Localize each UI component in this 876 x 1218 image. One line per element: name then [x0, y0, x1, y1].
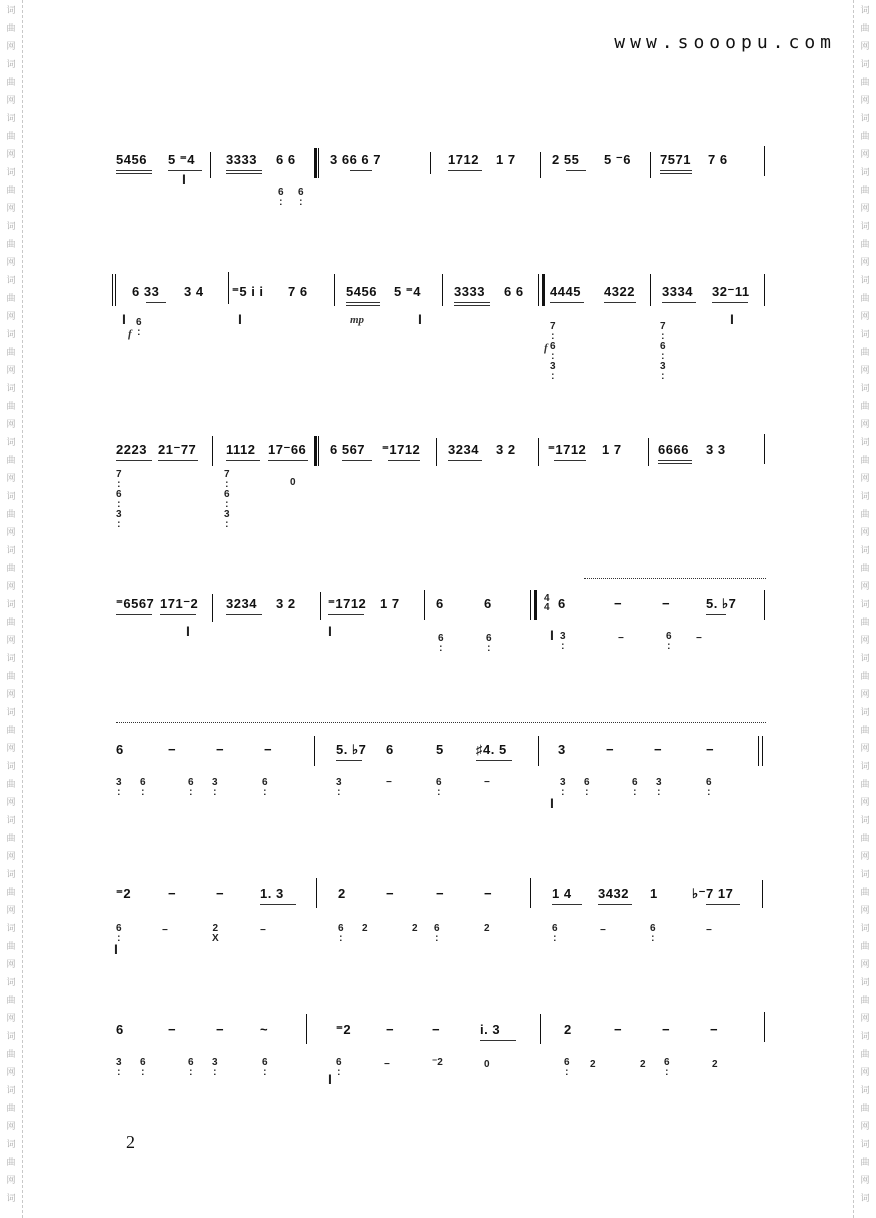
watermark-char: 曲 — [6, 564, 16, 574]
watermark-char: 曲 — [860, 186, 870, 196]
note-group: 1 7 — [380, 596, 400, 611]
note-group: 3334 — [662, 284, 693, 299]
bass-mark: I — [328, 1071, 332, 1087]
system-row-1 — [110, 152, 770, 222]
watermark-char: 曲 — [6, 348, 16, 358]
watermark-char: 网 — [860, 474, 870, 484]
note-group: − — [264, 742, 273, 757]
watermark-char: 网 — [860, 1068, 870, 1078]
note-group: − — [484, 886, 493, 901]
watermark-char: 词 — [6, 330, 16, 340]
watermark-char: 词 — [860, 114, 870, 124]
watermark-char: 曲 — [6, 942, 16, 952]
watermark-char: 词 — [860, 276, 870, 286]
note-group: 2 55 — [552, 152, 580, 167]
bass-note: 6 : — [136, 317, 142, 338]
note-group: 6 6 — [276, 152, 296, 167]
watermark-char: 词 — [860, 6, 870, 16]
watermark-char: 网 — [860, 96, 870, 106]
bass-note: 6 : — [278, 187, 284, 208]
watermark-char: 曲 — [6, 996, 16, 1006]
note-group: 5456 — [346, 284, 377, 299]
watermark-char: 曲 — [6, 1104, 16, 1114]
watermark-char: 曲 — [6, 294, 16, 304]
watermark-char: 曲 — [6, 1050, 16, 1060]
note-group: − — [168, 742, 177, 757]
watermark-char: 词 — [6, 762, 16, 772]
watermark-char: 词 — [6, 60, 16, 70]
watermark-char: 网 — [6, 528, 16, 538]
watermark-char: 曲 — [6, 780, 16, 790]
watermark-char: 词 — [6, 114, 16, 124]
watermark-char: 网 — [6, 42, 16, 52]
dynamic-mark: mp — [350, 314, 365, 326]
watermark-char: 网 — [6, 258, 16, 268]
bass-note: 3 : — [212, 1057, 218, 1078]
site-watermark: www.sooopu.com — [614, 32, 836, 53]
watermark-char: 网 — [6, 204, 16, 214]
note-group: 3 66 6 7 — [330, 152, 381, 167]
watermark-char: 网 — [6, 582, 16, 592]
bass-note: − — [618, 633, 624, 644]
note-group: 3234 — [448, 442, 479, 457]
note-group: 7 6 — [708, 152, 728, 167]
watermark-char: 曲 — [860, 942, 870, 952]
note-group: 3 2 — [276, 596, 296, 611]
bass-note: 7 : 6 : 3 : — [224, 469, 230, 530]
note-group: 6 — [386, 742, 394, 757]
watermark-char: 词 — [860, 654, 870, 664]
watermark-char: 曲 — [6, 240, 16, 250]
note-group: − — [386, 1022, 395, 1037]
watermark-char: 网 — [6, 798, 16, 808]
watermark-char: 网 — [860, 204, 870, 214]
note-group: 4445 — [550, 284, 581, 299]
watermark-char: 曲 — [6, 456, 16, 466]
watermark-char: 词 — [860, 1140, 870, 1150]
bass-note: − — [600, 925, 606, 936]
watermark-char: 网 — [860, 1014, 870, 1024]
note-group: 7 6 — [288, 284, 308, 299]
bass-mark: I — [186, 623, 190, 639]
watermark-char: 曲 — [860, 888, 870, 898]
note-group: 171⁻2 — [160, 596, 199, 611]
watermark-char: 曲 — [6, 402, 16, 412]
bass-note: 2 — [590, 1059, 596, 1070]
watermark-char: 词 — [6, 600, 16, 610]
page-number: 2 — [126, 1132, 135, 1152]
bass-note: 2 — [640, 1059, 646, 1070]
watermark-char: 网 — [6, 1014, 16, 1024]
note-group: 32⁻11 — [712, 284, 750, 299]
note-group: 5 — [436, 742, 444, 757]
note-group: − — [216, 1022, 225, 1037]
bass-note: − — [386, 777, 392, 788]
bass-mark: I — [550, 627, 554, 643]
watermark-char: 网 — [6, 366, 16, 376]
note-group: − — [614, 1022, 623, 1037]
bass-note: ⁻2 — [432, 1057, 443, 1068]
watermark-char: 词 — [6, 276, 16, 286]
bass-note: 2 — [712, 1059, 718, 1070]
note-group: 1 7 — [496, 152, 516, 167]
note-group: − — [710, 1022, 719, 1037]
note-group: 1112 — [226, 442, 256, 457]
watermark-char: 词 — [6, 546, 16, 556]
note-group: 5456 — [116, 152, 147, 167]
bass-note: − — [706, 925, 712, 936]
watermark-char: 曲 — [860, 294, 870, 304]
note-group: − — [386, 886, 395, 901]
bass-note: 0 — [484, 1059, 490, 1070]
watermark-char: 网 — [6, 1068, 16, 1078]
watermark-char: 曲 — [6, 726, 16, 736]
watermark-char: 曲 — [6, 186, 16, 196]
bass-note: 3 : — [336, 777, 342, 798]
watermark-char: 曲 — [860, 456, 870, 466]
watermark-char: 词 — [860, 1032, 870, 1042]
bass-note: 6 : — [486, 633, 492, 654]
note-group: ⁼2 — [336, 1022, 352, 1037]
watermark-char: 词 — [860, 222, 870, 232]
note-group: 2 — [338, 886, 346, 901]
bass-note: 6 : — [140, 1057, 146, 1078]
watermark-char: 词 — [6, 978, 16, 988]
bass-note: − — [384, 1059, 390, 1070]
watermark-char: 网 — [6, 474, 16, 484]
note-group: 1. 3 — [260, 886, 284, 901]
bass-note: 6 : — [666, 631, 672, 652]
watermark-char: 词 — [6, 1086, 16, 1096]
bass-note: 7 : 6 : 3 : — [550, 321, 556, 382]
bass-note: 3 : — [116, 1057, 122, 1078]
watermark-char: 曲 — [860, 726, 870, 736]
system-row-4 — [110, 593, 770, 676]
note-group: 3 2 — [496, 442, 516, 457]
watermark-char: 词 — [6, 654, 16, 664]
watermark-char: 词 — [6, 1194, 16, 1204]
bass-note: − — [484, 777, 490, 788]
watermark-char: 词 — [860, 168, 870, 178]
watermark-char: 词 — [6, 708, 16, 718]
bass-mark: I — [122, 311, 126, 327]
watermark-char: 曲 — [6, 510, 16, 520]
watermark-char: 词 — [860, 384, 870, 394]
bass-note: 6 : — [650, 923, 656, 944]
watermark-char: 曲 — [6, 672, 16, 682]
watermark-char: 曲 — [6, 888, 16, 898]
note-group: 5 ⁻6 — [604, 152, 631, 167]
watermark-char: 词 — [860, 870, 870, 880]
watermark-char: 网 — [6, 1176, 16, 1186]
watermark-char: 词 — [6, 1140, 16, 1150]
note-group: 6666 — [658, 442, 689, 457]
watermark-char: 网 — [860, 150, 870, 160]
note-group: 4322 — [604, 284, 635, 299]
bass-note: 3 : — [656, 777, 662, 798]
bass-note: 6 : — [262, 777, 268, 798]
note-group: − — [614, 596, 623, 611]
watermark-char: 词 — [860, 438, 870, 448]
note-group: 3 4 — [184, 284, 204, 299]
note-group: ~ — [260, 1022, 269, 1037]
watermark-char: 曲 — [6, 834, 16, 844]
note-group: 3234 — [226, 596, 257, 611]
bass-note: 3 : — [212, 777, 218, 798]
watermark-char: 网 — [860, 366, 870, 376]
system-row-3 — [110, 442, 770, 542]
watermark-char: 网 — [6, 960, 16, 970]
watermark-char: 词 — [860, 816, 870, 826]
watermark-char: 曲 — [6, 132, 16, 142]
note-group: 6 — [116, 742, 124, 757]
note-group: 17⁻66 — [268, 442, 307, 457]
note-group: − — [654, 742, 663, 757]
watermark-char: 词 — [860, 492, 870, 502]
watermark-char: 词 — [860, 330, 870, 340]
note-group: ⁼1712 — [382, 442, 421, 457]
note-group: 6 — [558, 596, 566, 611]
note-group: 1 — [650, 886, 658, 901]
dynamic-mark: f — [128, 328, 132, 340]
watermark-char: 词 — [6, 924, 16, 934]
bass-note: 6 : — [338, 923, 344, 944]
watermark-char: 曲 — [860, 1158, 870, 1168]
watermark-char: 网 — [860, 1176, 870, 1186]
bass-note: 2 — [484, 923, 490, 934]
note-group: 5 ⁼4 — [168, 152, 195, 167]
system-row-5 — [110, 742, 770, 812]
watermark-char: 词 — [860, 546, 870, 556]
note-group: − — [606, 742, 615, 757]
watermark-char: 曲 — [6, 1158, 16, 1168]
note-group: ⁼1712 — [548, 442, 587, 457]
note-group: − — [168, 886, 177, 901]
note-group: 6 33 — [132, 284, 160, 299]
watermark-char: 词 — [6, 816, 16, 826]
watermark-char: 词 — [860, 1086, 870, 1096]
dynamic-mark: f — [544, 342, 548, 354]
watermark-char: 词 — [6, 870, 16, 880]
note-group: 6 567 — [330, 442, 366, 457]
watermark-char: 曲 — [860, 780, 870, 790]
note-group: 6 — [116, 1022, 124, 1037]
watermark-char: 网 — [860, 582, 870, 592]
watermark-char: 网 — [860, 690, 870, 700]
note-group: ♯4. 5 — [476, 742, 507, 757]
bass-note: 6 : — [664, 1057, 670, 1078]
bass-note: 6 : — [438, 633, 444, 654]
watermark-char: 曲 — [860, 672, 870, 682]
note-group: 5. ♭7 — [706, 596, 737, 611]
bass-mark: I — [238, 311, 242, 327]
watermark-char: 网 — [860, 528, 870, 538]
system-row-7 — [110, 1022, 770, 1102]
bass-note: 6 : — [298, 187, 304, 208]
note-group: ⁼5 i i — [232, 284, 264, 299]
watermark-char: 词 — [6, 168, 16, 178]
watermark-char: 网 — [860, 258, 870, 268]
watermark-char: 词 — [860, 708, 870, 718]
watermark-char: 曲 — [860, 618, 870, 628]
system-row-2 — [110, 284, 770, 384]
watermark-char: 曲 — [860, 564, 870, 574]
bass-note: 6 : — [116, 923, 122, 944]
watermark-char: 曲 — [860, 78, 870, 88]
watermark-char: 网 — [860, 636, 870, 646]
watermark-char: 网 — [6, 150, 16, 160]
note-group: 2 — [564, 1022, 572, 1037]
time-signature: 4 4 — [544, 593, 550, 613]
watermark-char: 词 — [6, 1032, 16, 1042]
watermark-char: 词 — [6, 384, 16, 394]
watermark-char: 网 — [6, 96, 16, 106]
watermark-char: 网 — [860, 1122, 870, 1132]
bass-note: − — [162, 925, 168, 936]
note-group: 1 4 — [552, 886, 572, 901]
bass-note: 6 : — [706, 777, 712, 798]
note-group: i. 3 — [480, 1022, 501, 1037]
bass-note: 6 : — [188, 777, 194, 798]
watermark-char: 曲 — [860, 1104, 870, 1114]
bass-note: 6 : — [434, 923, 440, 944]
watermark-char: 曲 — [860, 348, 870, 358]
watermark-char: 曲 — [860, 1050, 870, 1060]
bass-mark: I — [114, 941, 118, 957]
bass-note: 0 — [290, 477, 296, 488]
watermark-char: 网 — [860, 312, 870, 322]
watermark-char: 曲 — [860, 834, 870, 844]
bass-note: 6 : — [188, 1057, 194, 1078]
note-group: − — [432, 1022, 441, 1037]
note-group: 2223 — [116, 442, 147, 457]
note-group: − — [662, 596, 671, 611]
note-group: − — [706, 742, 715, 757]
watermark-char: 曲 — [860, 996, 870, 1006]
watermark-char: 词 — [860, 1194, 870, 1204]
note-group: 3 3 — [706, 442, 726, 457]
note-group: 21⁻77 — [158, 442, 197, 457]
watermark-char: 曲 — [6, 78, 16, 88]
system-row-6 — [110, 886, 770, 966]
note-group: 5. ♭7 — [336, 742, 367, 757]
bass-note: 7 : 6 : 3 : — [660, 321, 666, 382]
note-group: − — [168, 1022, 177, 1037]
note-group: − — [216, 742, 225, 757]
note-group: 1 7 — [602, 442, 622, 457]
watermark-char: 网 — [6, 636, 16, 646]
watermark-char: 词 — [860, 924, 870, 934]
note-group: 3333 — [454, 284, 485, 299]
note-group: 7571 — [660, 152, 691, 167]
watermark-char: 曲 — [860, 240, 870, 250]
watermark-char: 网 — [860, 798, 870, 808]
bass-note: 6 : — [336, 1057, 342, 1078]
watermark-char: 曲 — [860, 24, 870, 34]
bass-note: 6 : — [140, 777, 146, 798]
watermark-char: 词 — [6, 492, 16, 502]
watermark-char: 词 — [860, 60, 870, 70]
watermark-char: 词 — [6, 222, 16, 232]
bass-mark: I — [182, 171, 186, 187]
bass-note: 6 : — [262, 1057, 268, 1078]
bass-note: − — [260, 925, 266, 936]
note-group: ⁼2 — [116, 886, 132, 901]
watermark-char: 词 — [860, 600, 870, 610]
bass-note: − — [696, 633, 702, 644]
note-group: ♭⁻7 17 — [692, 886, 734, 901]
watermark-char: 曲 — [6, 618, 16, 628]
watermark-char: 网 — [860, 960, 870, 970]
watermark-char: 词 — [860, 762, 870, 772]
note-group: − — [436, 886, 445, 901]
watermark-char: 词 — [6, 438, 16, 448]
bass-note: 2 — [362, 923, 368, 934]
bass-note: 2 X — [212, 923, 219, 944]
watermark-char: 词 — [860, 978, 870, 988]
watermark-char: 网 — [6, 906, 16, 916]
bass-note: 3 : — [560, 777, 566, 798]
note-group: 5 ⁼4 — [394, 284, 421, 299]
watermark-char: 网 — [860, 852, 870, 862]
watermark-char: 曲 — [860, 510, 870, 520]
watermark-char: 网 — [860, 906, 870, 916]
watermark-char: 词 — [6, 6, 16, 16]
bass-note: 6 : — [632, 777, 638, 798]
watermark-char: 网 — [6, 1122, 16, 1132]
note-group: 6 — [484, 596, 492, 611]
note-group: 6 — [436, 596, 444, 611]
bass-note: 7 : 6 : 3 : — [116, 469, 122, 530]
watermark-char: 曲 — [6, 24, 16, 34]
note-group: 6 6 — [504, 284, 524, 299]
bass-note: 2 — [412, 923, 418, 934]
watermark-char: 网 — [6, 312, 16, 322]
watermark-char: 网 — [6, 744, 16, 754]
bass-note: 6 : — [552, 923, 558, 944]
watermark-char: 网 — [6, 420, 16, 430]
note-group: 3 — [558, 742, 566, 757]
watermark-char: 网 — [860, 744, 870, 754]
watermark-char: 网 — [860, 42, 870, 52]
bass-mark: I — [730, 311, 734, 327]
watermark-char: 曲 — [860, 402, 870, 412]
note-group: − — [216, 886, 225, 901]
note-group: ⁼6567 — [116, 596, 155, 611]
note-group: 1712 — [448, 152, 479, 167]
bass-mark: I — [550, 795, 554, 811]
bass-mark: I — [328, 623, 332, 639]
note-group: ⁼1712 — [328, 596, 367, 611]
note-group: 3333 — [226, 152, 257, 167]
watermark-char: 网 — [860, 420, 870, 430]
bass-note: 3 : — [560, 631, 566, 652]
bass-mark: I — [418, 311, 422, 327]
watermark-char: 网 — [6, 690, 16, 700]
watermark-char: 网 — [6, 852, 16, 862]
watermark-char: 曲 — [860, 132, 870, 142]
note-group: − — [662, 1022, 671, 1037]
bass-note: 3 : — [116, 777, 122, 798]
bass-note: 6 : — [564, 1057, 570, 1078]
note-group: 3432 — [598, 886, 629, 901]
bass-note: 6 : — [584, 777, 590, 798]
bass-note: 6 : — [436, 777, 442, 798]
